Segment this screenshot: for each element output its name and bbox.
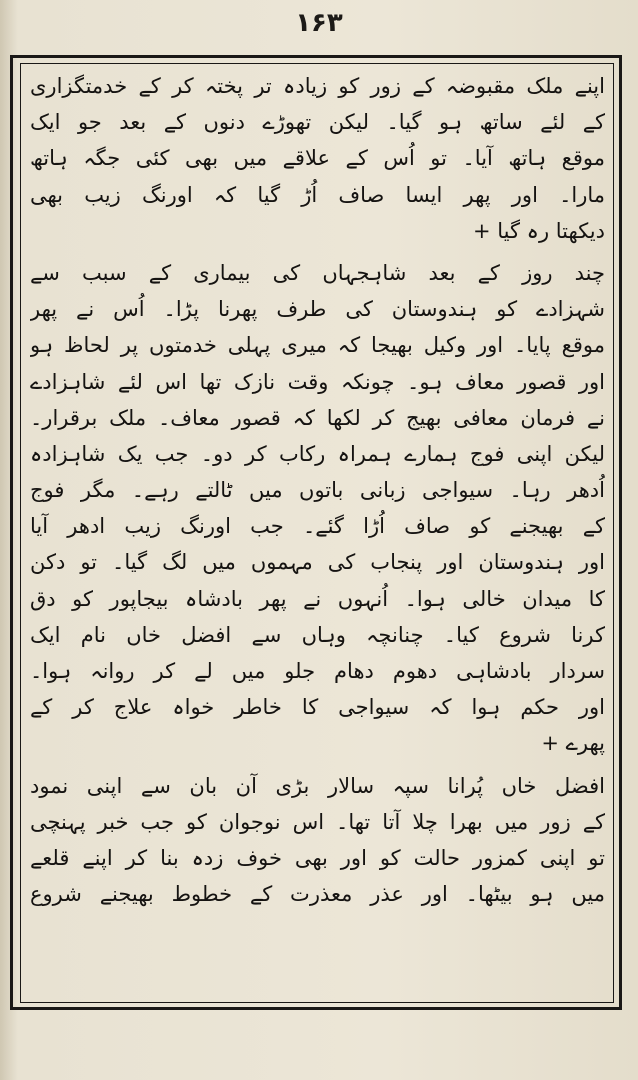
text-line: مارا۔ اور پھر ایسا صاف اُڑ گیا کہ اورنگ زیب بھی <box>30 182 605 207</box>
text-line: کرنا شروع کیا۔ چنانچہ وہاں سے افضل خاں نام ایک <box>30 622 605 647</box>
text-line: تو اپنی کمزور حالت کو اور بھی خوف زدہ بنا کر اپنے قلعے <box>30 845 605 870</box>
text-line: نے فرمان معافی بھیج کر لکھا کہ قصور معاف۔ ملک برقرار۔ <box>30 405 605 430</box>
text-line: میں ہو بیٹھا۔ اور عذر معذرت کے خطوط بھیجنے شروع <box>30 882 605 907</box>
text-line: لیکن اپنی فوج ہمارے ہمراہ رکاب کر دو۔ جب یک شاہزادہ <box>30 441 605 466</box>
text-line: کا میدان خالی ہوا۔ اُنہوں نے پھر بادشاہ بیجاپور کو دق <box>30 586 605 611</box>
text-line: کے زور میں بھرا چلا آتا تھا۔ اس نوجوان کو جب خبر پہنچی <box>30 809 605 834</box>
text-line: دیکھتا رہ گیا + <box>472 218 605 243</box>
paragraph-3 <box>30 768 605 913</box>
text-line: اور حکم ہوا کہ سیواجی کا خاطر خواہ علاج کر کے <box>30 695 605 720</box>
text-line: افضل خاں پُرانا سپہ سالار بڑی آن بان سے اپنی نمود <box>30 773 605 798</box>
paragraph-1 <box>30 68 605 249</box>
text-line: اور ہندوستان اور پنجاب کی مہموں میں لگ گیا۔ تو دکن <box>30 550 605 575</box>
text-line: اُدھر رہا۔ سیواجی زبانی باتوں میں ٹالتے رہے۔ مگر فوج <box>30 478 605 503</box>
paragraph-2 <box>30 255 605 762</box>
text-line: اور قصور معاف ہو۔ چونکہ وقت نازک تھا اس لئے شاہزادے <box>30 369 605 394</box>
text-line: اپنے ملک مقبوضہ کے زور کو زیادہ تر پختہ کر کے خدمتگزاری <box>30 74 605 98</box>
text-line: کے بھیجنے کو صاف اُڑا گئے۔ جب اورنگ زیب ادھر آیا <box>30 514 605 539</box>
page-text <box>30 68 605 998</box>
page-number: ۱۶۳ <box>295 8 343 38</box>
text-line: موقع ہاتھ آیا۔ تو اُس کے علاقے میں بھی کئی جگہ ہاتھ <box>30 146 605 171</box>
text-line: چند روز کے بعد شاہجہاں کی بیماری کے سبب سے <box>30 260 605 285</box>
text-line: کے لئے ساتھ ہو گیا۔ لیکن تھوڑے دنوں کے بعد جو ایک <box>30 110 605 135</box>
text-line: سردار بادشاہی دھوم دھام جلو میں لے کر روانہ ہوا۔ <box>30 659 605 683</box>
text-line: پھرے + <box>541 731 605 756</box>
text-line: شہزادے کو ہندوستان کی طرف پھرنا پڑا۔ اُس نے پھر <box>30 297 605 322</box>
text-line: موقع پایا۔ اور وکیل بھیجا کہ میری پہلی خدمتوں پر لحاظ ہو <box>30 333 605 358</box>
